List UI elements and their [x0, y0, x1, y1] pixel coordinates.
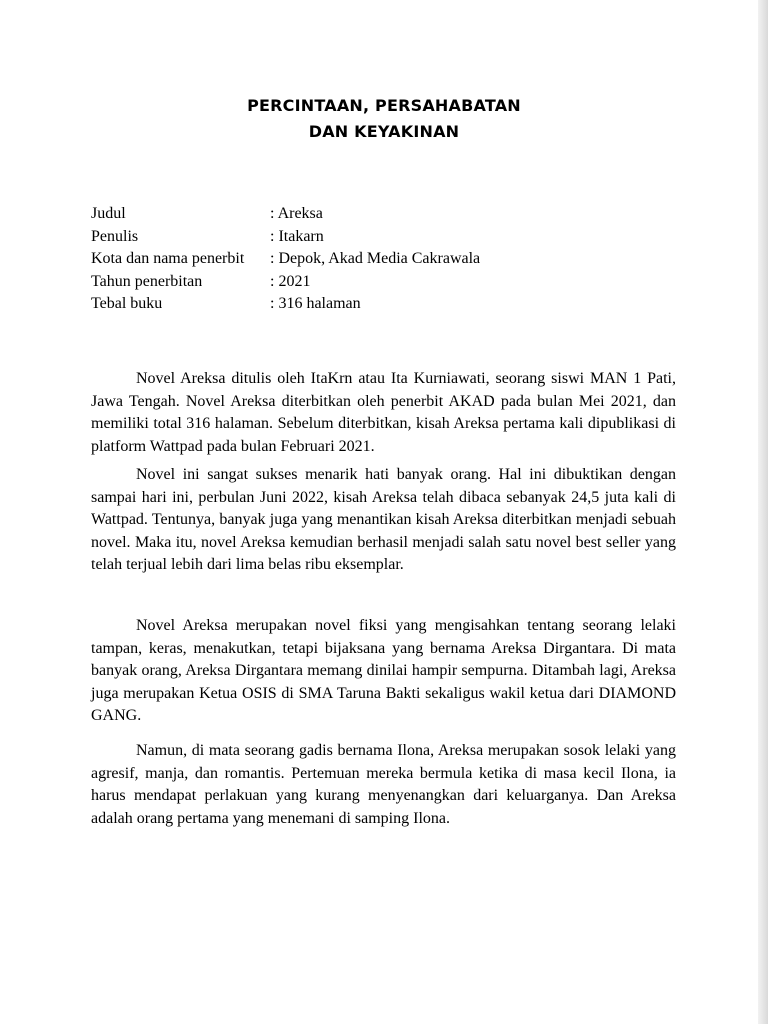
metadata-value: : 316 halaman	[270, 295, 361, 312]
metadata-label: Judul	[91, 205, 126, 222]
metadata-row-penulis	[91, 226, 480, 249]
metadata-value: : Areksa	[270, 205, 323, 222]
metadata-value: : Depok, Akad Media Cakrawala	[270, 250, 481, 267]
paragraph-2: Novel ini sangat sukses menarik hati banyak orang. Hal ini dibuktikan dengan sampai hari ini, perbulan Juni 2022, kisah Areksa telah dibaca sebanyak 24,5 juta kali di Wattpad. Tentunya, banyak juga yang menantikan kisah Areksa diterbitkan menjadi sebuah novel. Maka itu, novel Areksa kemudian berhasil menjadi salah satu novel best seller yang telah terjual lebih dari lima belas ribu eksemplar.	[91, 466, 676, 573]
metadata-row-tebal	[91, 293, 480, 316]
metadata-value: : Itakarn	[270, 227, 324, 245]
metadata-row-penerbit	[91, 248, 480, 271]
metadata-label: Tebal buku	[91, 295, 163, 312]
book-metadata	[91, 203, 480, 316]
paragraph-4: Namun, di mata seorang gadis bernama Ilona, Areksa merupakan sosok lelaki yang agresif, manja, dan romantis. Pertemuan mereka bermula ketika di masa kecil Ilona, ia harus mendapat perlakuan yang kurang menyenangkan dari keluarganya. Dan Areksa adalah orang pertama yang menemani di samping Ilona.	[91, 742, 676, 827]
metadata-label: Tahun penerbitan	[91, 272, 203, 290]
paragraph-1: Novel Areksa ditulis oleh ItaKrn atau Ita Kurniawati, seorang siswi MAN 1 Pati, Jawa Tengah. Novel Areksa diterbitkan oleh penerbit AKAD pada bulan Mei 2021, dan memiliki total 316 halaman. Sebelum diterbitkan, kisah Areksa pertama kali dipublikasi di platform Wattpad pada bulan Februari 2021.	[91, 370, 676, 455]
metadata-label: Penulis	[91, 227, 139, 245]
paragraph-3: Novel Areksa merupakan novel fiksi yang mengisahkan tentang seorang lelaki tampan, keras, menakutkan, tetapi bijaksana yang bernama Areksa Dirgantara. Di mata banyak orang, Areksa Dirgantara memang dinilai hampir sempurna. Ditambah lagi, Areksa juga merupakan Ketua OSIS di SMA Taruna Bakti sekaligus wakil ketua dari DIAMOND GANG.	[91, 617, 676, 724]
document-title-line-2: DAN KEYAKINAN	[308, 122, 460, 141]
page-edge-shadow	[758, 0, 768, 1024]
metadata-value: : 2021	[270, 272, 311, 290]
metadata-row-judul	[91, 203, 480, 226]
metadata-label: Kota dan nama penerbit	[91, 250, 245, 267]
metadata-row-tahun	[91, 271, 480, 294]
document-title-line-1: PERCINTAAN, PERSAHABATAN	[247, 96, 521, 115]
